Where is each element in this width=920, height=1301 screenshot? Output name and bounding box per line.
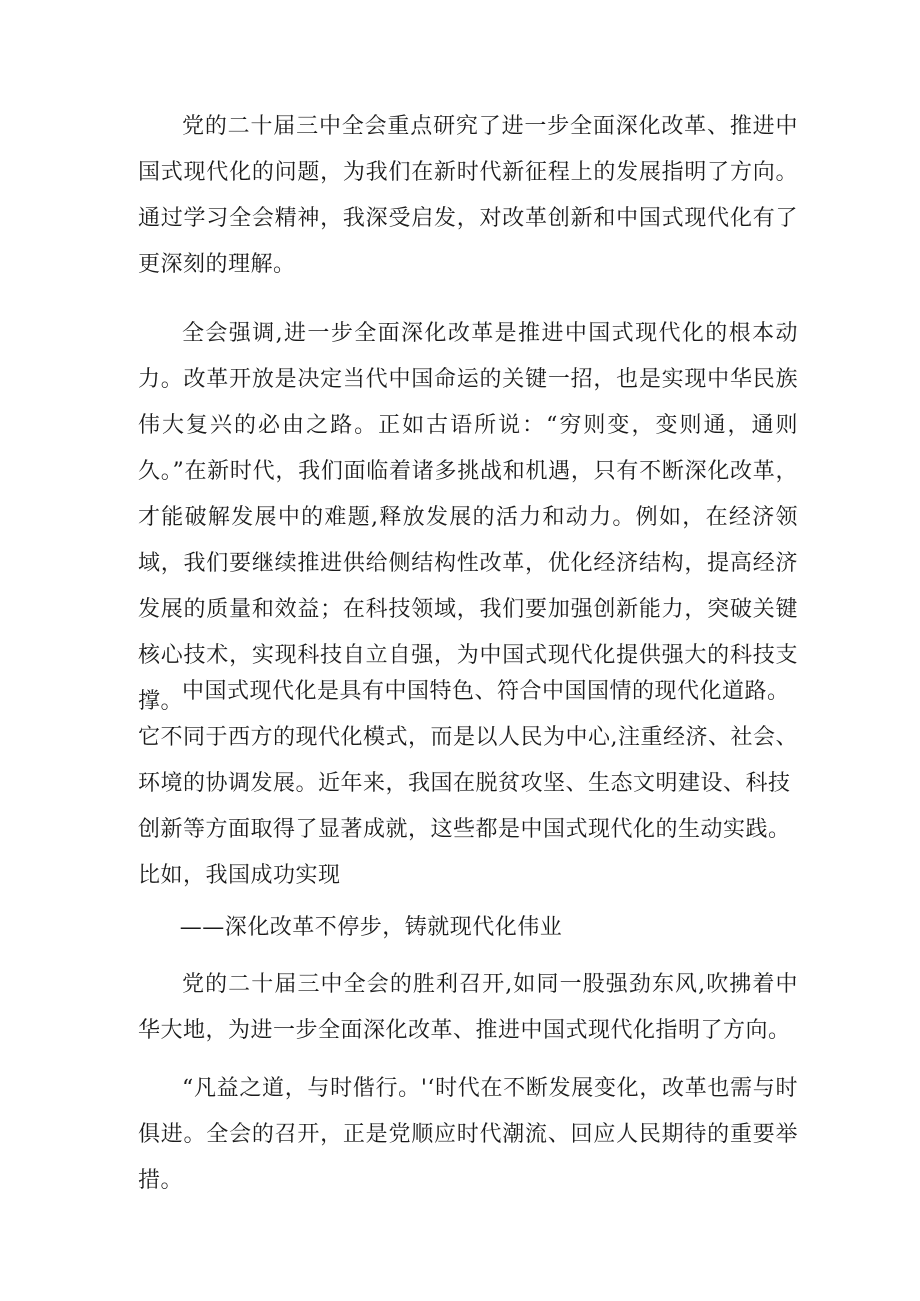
subtitle-line: ——深化改革不停步，铸就现代化伟业	[179, 915, 563, 940]
paragraph-3-block	[138, 669, 798, 899]
paragraph-5-block	[138, 1066, 798, 1204]
paragraph-2-block	[138, 311, 798, 725]
paragraph-4: 党的二十届三中全会的胜利召开,如同一股强劲东风,吹拂着中华大地，为进一步全面深化改革、推进中国式现代化指明了方向。	[138, 972, 798, 1043]
subtitle-block	[138, 905, 798, 951]
paragraph-4-block	[138, 962, 798, 1054]
paragraph-1: 党的二十届三中全会重点研究了进一步全面深化改革、推进中国式现代化的问题，为我们在新时代新征程上的发展指明了方向。通过学习全会精神，我深受启发，对改革创新和中国式现代化有了更深刻的理解。	[138, 114, 798, 277]
paragraph-1-block	[138, 104, 798, 288]
paragraph-5: “凡益之道，与时偕行。'‘时代在不断发展变化，改革也需与时俱进。全会的召开，正是党顺应时代潮流、回应人民期待的重要举措。	[138, 1076, 798, 1193]
paragraph-3: 中国式现代化是具有中国特色、符合中国国情的现代化道路。它不同于西方的现代化模式，而是以人民为中心,注重经济、社会、环境的协调发展。近年来，我国在脱贫攻坚、生态文明建设、科技创新等方面取得了显著成就，这些都是中国式现代化的生动实践。比如，我国成功实现	[138, 679, 798, 888]
paragraph-2: 全会强调,进一步全面深化改革是推进中国式现代化的根本动力。改革开放是决定当代中国命运的关键一招，也是实现中华民族伟大复兴的必由之路。正如古语所说：“穷则变，变则通，通则久。”在新时代，我们面临着诸多挑战和机遇，只有不断深化改革，才能破解发展中的难题,释放发展的活力和动力。例如，在经济领域，我们要继续推进供给侧结构性改革，优化经济结构，提高经济发展的质量和效益；在科技领域，我们要加强创新能力，突破关键核心技术，实现科技自立自强，为中国式现代化提供强大的科技支撑。	[138, 321, 798, 714]
